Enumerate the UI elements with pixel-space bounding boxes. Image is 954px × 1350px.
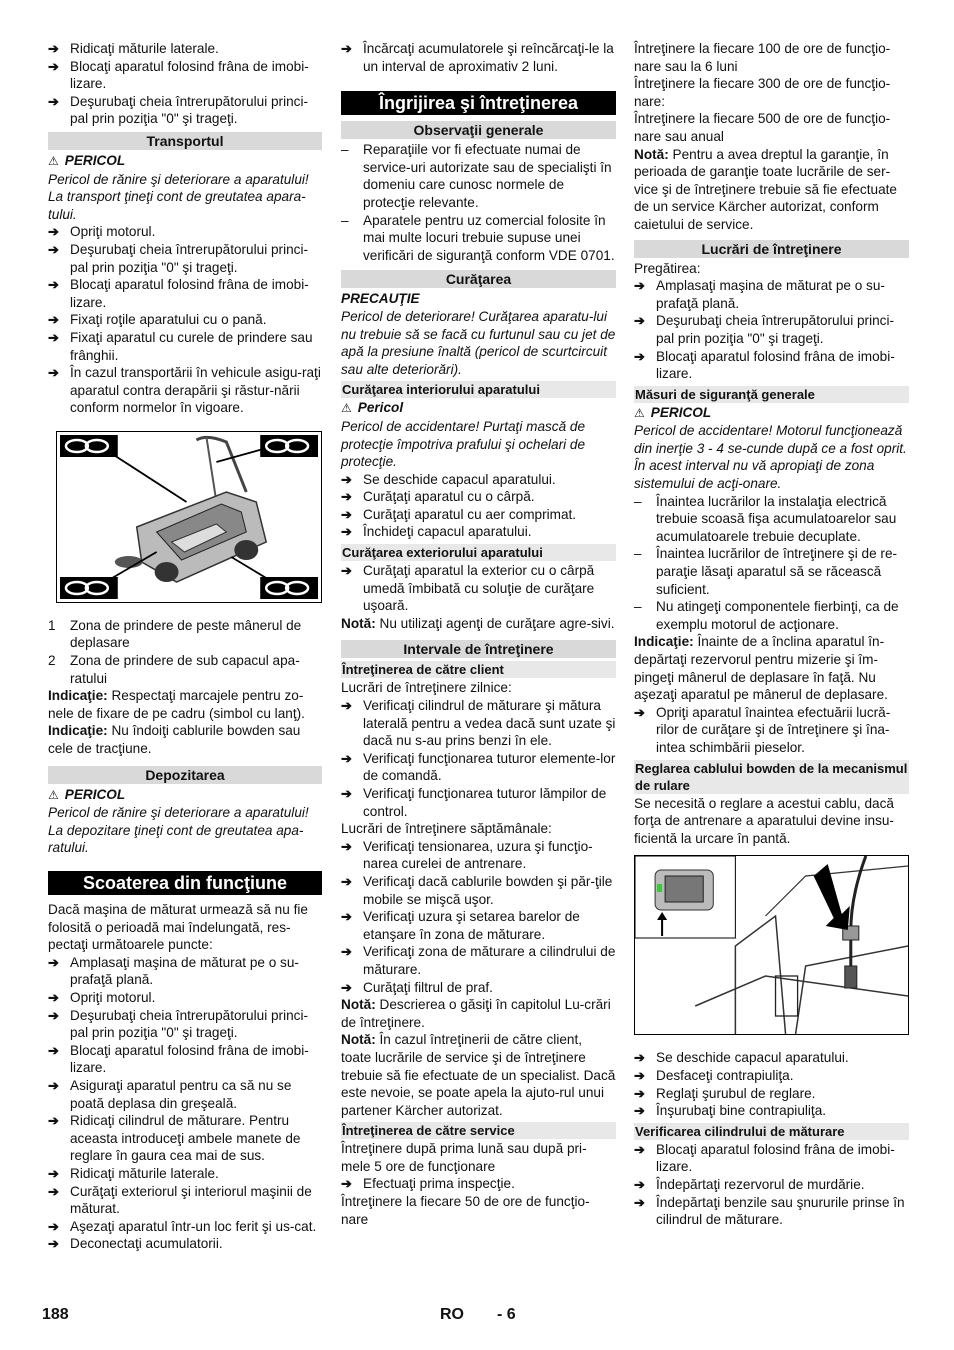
page-number: 188 bbox=[42, 1306, 69, 1323]
list-item: ➔ Blocaţi aparatul folosind frâna de imobi-lizare. bbox=[634, 1141, 909, 1176]
warning-text: Pericol de accidentare! Purtaţi mască de protecţie împotriva prafului şi ochelari de protecţie. bbox=[341, 418, 586, 470]
note: Notă: Descrierea o găsiţi în capitolul Lu-crări de întreţinere. bbox=[341, 997, 611, 1030]
list-item: ➔ Curăţaţi exteriorul şi interiorul maşinii de măturat. bbox=[48, 1183, 322, 1218]
list-item: – Înaintea lucrărilor la instalaţia electrică trebuie scoasă fişa acumulatoarelor sau acumulatoarele trebuie decuplate. bbox=[634, 493, 909, 546]
list-item: ➔ Îndepărtaţi benzile sau şnururile prinse în cilindrul de măturare. bbox=[634, 1194, 909, 1229]
list-item: ➔ Deconectaţi acumulatorii. bbox=[48, 1235, 322, 1253]
column-2 bbox=[341, 40, 616, 1228]
list-item: ➔ Blocaţi aparatul folosind frâna de imobi-lizare. bbox=[48, 58, 322, 93]
list-item: ➔ Fixaţi aparatul cu curele de prindere sau frânghii. bbox=[48, 329, 322, 364]
list-item: ➔ Deşurubaţi cheia întrerupătorului princi-pal prin poziţia "0" şi trageţi. bbox=[48, 241, 322, 276]
warning-label: ⚠ PERICOL bbox=[48, 786, 126, 802]
list-item: ➔ Curăţaţi aparatul cu aer comprimat. bbox=[341, 506, 616, 524]
list-item: ➔ Blocaţi aparatul folosind frâna de imobi-lizare. bbox=[48, 276, 322, 311]
note: Notă: Nu utilizaţi agenţi de curăţare agre-sivi. bbox=[341, 615, 615, 631]
warning-text: Pericol de accidentare! Motorul funcţionează din inerţie 3 - 4 se-cunde după ce a fost oprit. În acest interval nu vă apropiaţi de zona sistemului de acţi-onare. bbox=[634, 423, 907, 492]
paragraph: Lucrări de întreţinere zilnice: bbox=[341, 680, 512, 696]
list-item: ➔ Opriţi motorul. bbox=[48, 989, 322, 1007]
paragraph: Întreţinere după prima lună sau după pri-mele 5 ore de funcţionare bbox=[341, 1141, 587, 1174]
warning-triangle-icon: ⚠ bbox=[48, 787, 59, 802]
list-item: ➔ Aşezaţi aparatul într-un loc ferit şi us-cat. bbox=[48, 1218, 322, 1236]
list-item: ➔ Verificaţi tensionarea, uzura şi funcţio-narea curelei de antrenare. bbox=[341, 838, 616, 873]
list-item: ➔ Blocaţi aparatul folosind frâna de imobi-lizare. bbox=[634, 348, 909, 383]
list-item: ➔ Amplasaţi maşina de măturat pe o su-prafaţă plană. bbox=[48, 954, 322, 989]
subheading-client: Întreţinerea de către client bbox=[341, 661, 616, 678]
warning-text: Pericol de rănire şi deteriorare a aparatului! La transport ţineţi cont de greutatea apara-tului. bbox=[48, 171, 309, 222]
list-item: – Reparaţiile vor fi efectuate numai de service-uri autorizate sau de specialişti în domeniu care cunosc normele de protecţie relevante. bbox=[341, 141, 616, 211]
section-heading-transport: Transportul bbox=[48, 132, 322, 150]
list-item: ➔ Asiguraţi aparatul pentru ca să nu se poată deplasa din greşeală. bbox=[48, 1077, 322, 1112]
section-heading-general: Observaţii generale bbox=[341, 121, 616, 139]
section-heading-storage: Depozitarea bbox=[48, 766, 322, 784]
caution-text: Pericol de deteriorare! Curăţarea aparatu-lui nu trebuie să se facă cu furtunul sau cu jet de apă la presiune înaltă (pericol de scurtcircuit sau alte deteriorări). bbox=[341, 308, 616, 377]
column-3 bbox=[634, 40, 909, 1229]
warning-label: ⚠ PERICOL bbox=[48, 152, 126, 168]
list-item: ➔ Curăţaţi filtrul de praf. bbox=[341, 979, 616, 997]
list-item: ➔ Efectuaţi prima inspecţie. bbox=[341, 1175, 616, 1193]
list-item: ➔ Închideţi capacul aparatului. bbox=[341, 523, 616, 541]
list-item: ➔ Încărcaţi acumulatorele şi reîncărcaţi-le la un interval de aproximativ 2 luni. bbox=[341, 40, 616, 75]
note: Notă: În cazul întreţinerii de către client, toate lucrările de service şi de întreţinere trebuie să fie efectuate de un specialist. Dacă este nevoie, se poate apela la ajuto-rul unui partener Kärcher autorizat. bbox=[341, 1032, 616, 1118]
paragraph: Întreţinere la fiecare 300 de ore de funcţio-nare: bbox=[634, 76, 891, 109]
language-code: RO bbox=[440, 1306, 464, 1323]
list-item: ➔ Opriţi aparatul înaintea efectuării lucră-rilor de curăţare şi de întreţinere şi îna-intea schimbării pieselor. bbox=[634, 704, 909, 757]
paragraph: Întreţinere la fiecare 500 de ore de funcţio-nare sau anual bbox=[634, 111, 891, 144]
subheading-bowden: Reglarea cablului bowden de la mecanismul de rulare bbox=[635, 760, 908, 793]
list-item: ➔ Verificaţi dacă cablurile bowden şi păr-ţile mobile se mişcă uşor. bbox=[341, 873, 616, 908]
list-item: ➔ Ridicaţi măturile laterale. bbox=[48, 40, 322, 58]
list-item: ➔ Reglaţi şurubul de reglare. bbox=[634, 1085, 909, 1103]
chain-link-icon bbox=[60, 435, 118, 457]
list-item: ➔ Opriţi motorul. bbox=[48, 223, 322, 241]
list-item: ➔ Curăţaţi aparatul cu o cârpă. bbox=[341, 488, 616, 506]
chapter-heading-care: Îngrijirea şi întreţinerea bbox=[341, 91, 616, 115]
list-item: ➔ Ridicaţi măturile laterale. bbox=[48, 1165, 322, 1183]
list-item: ➔ Amplasaţi maşina de măturat pe o su-prafaţă plană. bbox=[634, 277, 909, 312]
list-item: – Nu atingeţi componentele fierbinţi, ca de exemplu motorul de acţionare. bbox=[634, 598, 909, 633]
sweeper-illustration bbox=[57, 432, 321, 602]
list-item: ➔ În cazul transportării în vehicule asigu-raţi aparatul contra derapării şi răstur-nării conform normelor în vigoare. bbox=[48, 364, 322, 417]
column-1 bbox=[48, 40, 322, 1253]
paragraph: Se necesită o reglare a acestui cablu, dacă forţa de antrenare a aparatului devine insu-ficientă la urcare în pantă. bbox=[634, 795, 894, 846]
paragraph: Pregătirea: bbox=[634, 260, 701, 276]
paragraph: Dacă maşina de măturat urmează să nu fie folosită o perioadă mai îndelungată, res-pectaţi următoarele puncte: bbox=[48, 902, 308, 953]
figure-legend-item: 2 Zona de prindere de sub capacul apa-ratului bbox=[48, 653, 300, 686]
list-item: ➔ Deşurubaţi cheia întrerupătorului princi-pal prin poziţia "0" şi trageţi. bbox=[634, 312, 909, 347]
list-item: ➔ Curăţaţi aparatul la exterior cu o cârpă umedă îmbibată cu soluţie de curăţare uşoară. bbox=[341, 562, 616, 615]
list-item: ➔ Verificaţi funcţionarea tuturor lămpilor de control. bbox=[341, 785, 616, 820]
figure-tie-down-points bbox=[56, 431, 322, 603]
chain-link-icon bbox=[60, 577, 118, 599]
section-page: - 6 bbox=[497, 1306, 516, 1323]
list-item: ➔ Blocaţi aparatul folosind frâna de imobi-lizare. bbox=[48, 1042, 322, 1077]
list-item: ➔ Verificaţi funcţionarea tuturor elemente-lor de comandă. bbox=[341, 750, 616, 785]
warning-triangle-icon: ⚠ bbox=[48, 153, 59, 168]
subheading-safety: Măsuri de siguranţă generale bbox=[634, 386, 909, 403]
warning-triangle-icon: ⚠ bbox=[341, 401, 352, 416]
section-heading-cleaning: Curăţarea bbox=[341, 270, 616, 288]
list-item: ➔ Desfaceţi contrapiuliţa. bbox=[634, 1067, 909, 1085]
section-heading-intervals: Intervale de întreţinere bbox=[341, 640, 616, 658]
section-heading-maintenance: Lucrări de întreţinere bbox=[634, 240, 909, 258]
subheading-service: Întreţinerea de către service bbox=[341, 1122, 616, 1139]
list-item: ➔ Se deschide capacul aparatului. bbox=[634, 1049, 909, 1067]
list-item: ➔ Verificaţi cilindrul de măturare şi mătura laterală pentru a vedea dacă sunt uzate şi dacă nu s-au prins benzi în ele. bbox=[341, 697, 616, 750]
subheading-roller: Verificarea cilindrului de măturare bbox=[634, 1123, 909, 1140]
list-item: ➔ Fixaţi roţile aparatului cu o pană. bbox=[48, 311, 322, 329]
list-item: ➔ Deşurubaţi cheia întrerupătorului princi-pal prin poziţia "0" şi trageţi. bbox=[48, 1007, 322, 1042]
warning-triangle-icon: ⚠ bbox=[634, 405, 645, 420]
paragraph: Întreţinere la fiecare 100 de ore de funcţio-nare sau la 6 luni bbox=[634, 41, 891, 74]
note: Notă: Pentru a avea dreptul la garanţie, în perioada de garanţie toate lucrările de ser-vice şi de întreţinere trebuie să fie efectuate de un service Kärcher autorizat, conform caietului de service. bbox=[634, 146, 897, 232]
warning-label: ⚠ Pericol bbox=[341, 400, 404, 416]
note: Indicaţie: Respectaţi marcajele pentru zo-nele de fixare de pe cadru (simbol cu lanţ). bbox=[48, 688, 305, 721]
note: Indicaţie: Înainte de a înclina aparatul în-depărtaţi rezervorul pentru mizerie şi îm-pingeţi mânerul de deplasare în faţă. Nu aşezaţi aparatul pe mânerul de deplasare. bbox=[634, 634, 888, 703]
list-item: ➔ Se deschide capacul aparatului. bbox=[341, 471, 616, 489]
chain-link-icon bbox=[260, 577, 318, 599]
chain-link-icon bbox=[260, 435, 318, 457]
paragraph: Întreţinere la fiecare 50 de ore de funcţio-nare bbox=[341, 1194, 590, 1227]
caution-label: PRECAUŢIE bbox=[341, 291, 420, 307]
list-item: – Înaintea lucrărilor de întreţinere şi de re-paraţie lăsaţi aparatul să se răcească suficient. bbox=[634, 545, 909, 598]
list-item: ➔ Verificaţi zona de măturare a cilindrului de măturare. bbox=[341, 943, 616, 978]
paragraph: Lucrări de întreţinere săptămânale: bbox=[341, 821, 552, 837]
bowden-cable-illustration bbox=[635, 856, 908, 1034]
list-item: ➔ Îndepărtaţi rezervorul de murdărie. bbox=[634, 1176, 909, 1194]
list-item: ➔ Ridicaţi cilindrul de măturare. Pentru aceasta introduceţi ambele manete de reglare în gaura cea mai de sus. bbox=[48, 1112, 322, 1165]
list-item: ➔ Înşurubaţi bine contrapiuliţa. bbox=[634, 1102, 909, 1120]
figure-legend-item: 1 Zona de prindere de peste mânerul de deplasare bbox=[48, 617, 302, 651]
list-item: ➔ Deşurubaţi cheia întrerupătorului princi-pal prin poziţia "0" şi trageţi. bbox=[48, 93, 322, 128]
warning-label: ⚠ PERICOL bbox=[634, 404, 712, 420]
subheading-interior: Curăţarea interiorului aparatului bbox=[341, 381, 616, 398]
list-item: ➔ Verificaţi uzura şi setarea barelor de etanşare în zona de măturare. bbox=[341, 908, 616, 943]
warning-text: Pericol de rănire şi deteriorare a aparatului! La depozitare ţineţi cont de greutatea apa-ratului. bbox=[48, 805, 309, 856]
figure-bowden-adjustment bbox=[634, 855, 909, 1035]
note: Indicaţie: Nu îndoiţi cablurile bowden sau cele de tracţiune. bbox=[48, 723, 301, 757]
chapter-heading-decommission: Scoaterea din funcţiune bbox=[48, 871, 322, 895]
subheading-exterior: Curăţarea exteriorului aparatului bbox=[341, 544, 616, 561]
list-item: – Aparatele pentru uz comercial folosite în mai multe locuri trebuie supuse unei verificări de siguranţă conform VDE 0701. bbox=[341, 212, 616, 265]
